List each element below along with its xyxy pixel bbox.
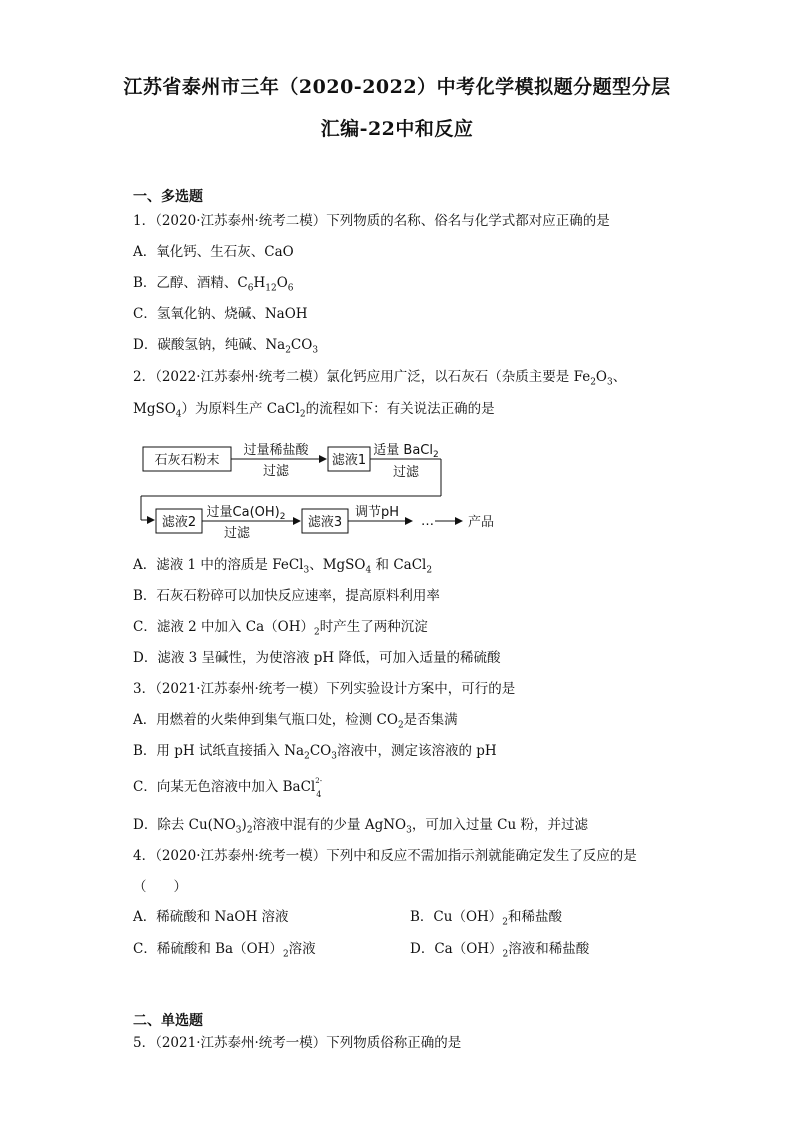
- doc-title-line1: 江苏省泰州市三年（2020-2022）中考化学模拟题分题型分层: [123, 76, 671, 98]
- q3-option-c: C．向某无色溶液中加入 BaCl 2- 4: [133, 777, 323, 799]
- flow-arrow3-bottom-label: 过滤: [223, 526, 251, 541]
- q3-option-d: D．除去 $Cu(NO_3)_2$溶液中混有的少量 AgNO$_3$，可加入过量 Cu 粉，并过滤: [133, 817, 588, 836]
- flow-box-filtrate2-label: 滤液2: [161, 515, 197, 530]
- q3-stem: 3．（2021·江苏泰州·统考一模）下列实验设计方案中，可行的是: [133, 681, 516, 697]
- flow-arrow1-bottom-label: 过滤: [262, 464, 290, 479]
- q1-option-a: A．氧化钙、生石灰、CaO: [133, 244, 294, 260]
- q1-option-b: B．乙醇、酒精、$C_6H_{12}O_6$: [133, 275, 294, 294]
- q4-answer-paren: （ ）: [133, 879, 187, 895]
- q2-option-a: A．滤液 1 中的溶质是 FeCl$_3$、MgSO$_4$ 和 CaCl$_2$: [133, 557, 433, 576]
- q4-option-c: C．稀硫酸和 $Ba(OH)_2$溶液: [133, 941, 316, 960]
- doc-title-line2: 汇编-22中和反应: [320, 118, 474, 140]
- q4-option-b: B．$Cu(OH)_2$和稀盐酸: [410, 909, 563, 928]
- flow-arrow1-top-label: 过量稀盐酸: [243, 443, 309, 458]
- q1-option-d: D．碳酸氢钠，纯碱、$Na_2CO_3$: [133, 337, 319, 356]
- flow-box-filtrate1-label: 滤液1: [331, 453, 367, 468]
- flow-box-limestone-label: 石灰石粉末: [154, 453, 220, 468]
- flow-ellipsis: …: [421, 514, 434, 529]
- q1-option-c: C．氢氧化钠、烧碱、NaOH: [133, 306, 308, 322]
- q5-stem: 5．（2021·江苏泰州·统考一模）下列物质俗称正确的是: [133, 1035, 462, 1051]
- q2-stem-line1: 2．（2022·江苏泰州·统考二模）氯化钙应用广泛，以石灰石（杂质主要是 $Fe_2O_3$、: [133, 369, 627, 388]
- flow-arrow2-bottom-label: 过滤: [392, 465, 420, 480]
- flow-arrowhead-4: [405, 517, 413, 525]
- flow-arrowhead-2: [147, 516, 155, 524]
- q4-stem: 4．（2020·江苏泰州·统考一模）下列中和反应不需加指示剂就能确定发生了反应的是: [133, 848, 637, 864]
- q4-option-a: A．稀硫酸和 NaOH 溶液: [133, 909, 289, 925]
- process-flow-diagram: [133, 436, 533, 546]
- flow-arrowhead-3: [293, 517, 301, 525]
- flow-arrow3-top-label: 过量$Ca(OH)_2$: [206, 505, 286, 522]
- flow-product-label: 产品: [468, 515, 495, 530]
- flow-box-filtrate3-label: 滤液3: [307, 515, 343, 530]
- flow-arrow2-top-label: 适量 BaCl$_2$: [373, 443, 439, 460]
- q2-stem-line2: MgSO$_4$）为原料生产 CaCl$_2$的流程如下：有关说法正确的是: [133, 401, 495, 420]
- q1-stem: 1．（2020·江苏泰州·统考二模）下列物质的名称、俗名与化学式都对应正确的是: [133, 213, 610, 229]
- q2-option-b: B．石灰石粉碎可以加快反应速率，提高原料利用率: [133, 588, 440, 604]
- section-heading-single: 二、单选题: [133, 1013, 203, 1029]
- q3-option-b: B．用 pH 试纸直接插入 $Na_2CO_3$溶液中，测定该溶液的 pH: [133, 743, 497, 762]
- q3-option-a: A．用燃着的火柴伸到集气瓶口处，检测 $CO_2$是否集满: [133, 712, 458, 731]
- q4-option-d: D．$Ca(OH)_2$溶液和稀盐酸: [410, 941, 590, 960]
- q2-option-d: D．滤液 3 呈碱性，为使溶液 pH 降低，可加入适量的稀硫酸: [133, 650, 501, 666]
- flow-arrow4-top-label: 调节pH: [354, 505, 400, 520]
- flow-arrowhead-5: [455, 517, 463, 525]
- flow-arrowhead-1: [319, 455, 327, 463]
- q2-option-c: C．滤液 2 中加入 $Ca(OH)_2$时产生了两种沉淀: [133, 619, 428, 638]
- section-heading-multi: 一、多选题: [133, 189, 203, 205]
